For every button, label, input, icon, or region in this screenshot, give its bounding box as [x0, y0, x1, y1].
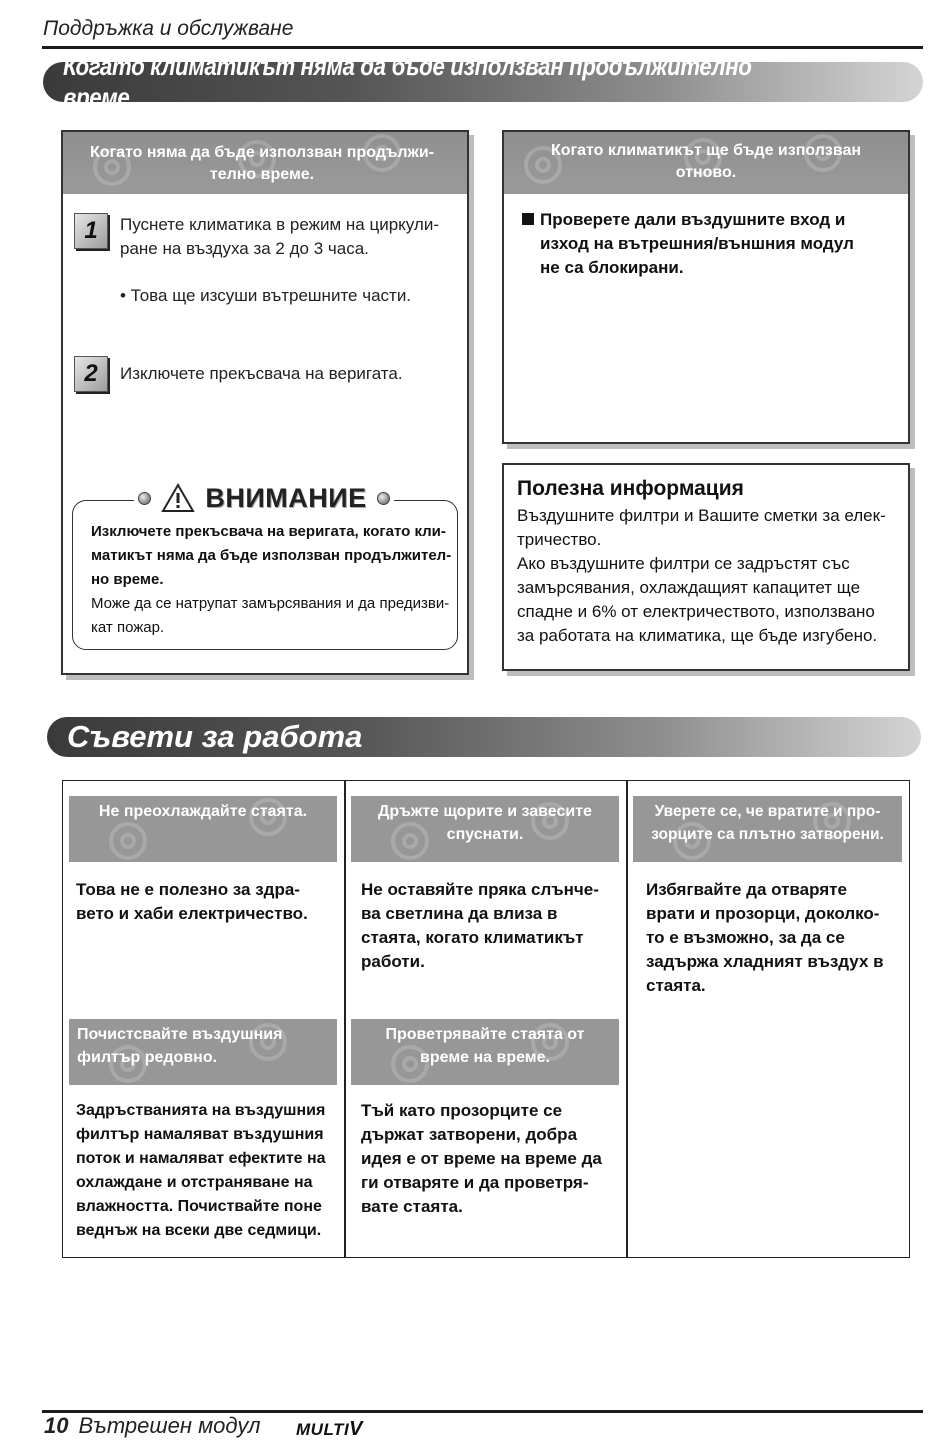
footer-text [44, 1413, 260, 1439]
caution-heading [134, 478, 394, 518]
reuse-box-heading: Когато климатикът ще бъде използван отново. [550, 142, 862, 181]
tip-header-clean-filter: Почистсвайте въздушния филтър редовно. [69, 1019, 337, 1085]
warning-triangle-icon [161, 483, 195, 513]
swirl-decoration-icon [109, 822, 147, 860]
tip-header-doors-windows: Уверете се, че вратите и про- зорците са плътно затворени. [633, 796, 902, 862]
multi-v-logo: MULTIV [296, 1418, 364, 1440]
header-rule [42, 46, 923, 49]
tip-header-blinds: Дръжте щорите и завесите спуснати. [351, 796, 619, 862]
useful-info-text: Въздушните филтри и Вашите сметки за елек- тричество. Ако въздушните филтри се задръстят със замърсявания, охлаждащият капацитет ще спадне и 6% от електричеството, използвано за работата на климатика, ще бъде изгубено. [517, 506, 886, 645]
section-banner-tips [47, 717, 921, 757]
caution-title: ВНИМАНИЕ [205, 482, 367, 513]
step-1-text: Пуснете климатика в режим на циркули- ране на въздуха за 2 до 3 часа. [120, 215, 439, 258]
tip-header-no-overcool: Не преохлаждайте стаята. [69, 796, 337, 862]
tip-text-doors-windows: Избягвайте да отваряте врати и прозорци, доколко- то е възможно, за да се задържа хладният въздух в стаята. [646, 880, 884, 995]
step-2-badge-icon: 2 [74, 356, 108, 392]
tips-column-divider [344, 780, 346, 1258]
step-1-badge-icon: 1 [74, 213, 108, 249]
tip-text-clean-filter: Задръстванията на въздушния филтър намаляват въздушния поток и намаляват ефектите на охлаждане и отстраняване на влажността. Почиствайте поне веднъж на всеки две седмици. [76, 1102, 326, 1239]
caution-text: Изключете прекъсвача на веригата, когато кли- матикът няма да бъде използван продължител- но време. Може да се натрупат замърсявания и да предизви- кат пожар. [91, 523, 452, 636]
tips-column-divider [626, 780, 628, 1258]
section-banner-long-term [43, 51, 923, 112]
tip-text-blinds: Не оставяйте пряка слънче- ва светлина да влиза в стаята, когато климатикът работи. [361, 880, 599, 971]
tip-text-ventilate: Тъй като прозорците се държат затворени, добра идея е от време на време да ги отваряте и да проветря- вате стаята. [361, 1101, 602, 1216]
page-number: 10 [44, 1413, 69, 1438]
reuse-box [502, 130, 910, 444]
reuse-check-text: Проверете дали въздушните вход и изход на вътрешния/външния модул не са блокирани. [522, 208, 902, 280]
section-banner-text: Когато климатикът няма да бъде използван продължително време. [63, 51, 752, 112]
bullet-dot-icon [377, 492, 390, 505]
tip-text-no-overcool: Това не е полезно за здра- вето и хаби електричество. [76, 880, 308, 923]
bullet-dot-icon [138, 492, 151, 505]
reuse-box-header [504, 132, 908, 194]
useful-info-title: Полезна информация [517, 477, 744, 500]
step-1-note: • Това ще изсуши вътрешните части. [120, 286, 412, 305]
step-2-text: Изключете прекъсвача на веригата. [120, 364, 403, 383]
tip-header-ventilate: Проветрявайте стаята от време на време. [351, 1019, 619, 1085]
page-header-title: Поддръжка и обслужване [43, 17, 294, 40]
not-in-use-box-header [63, 132, 467, 194]
square-bullet-icon [522, 213, 534, 225]
footer-label: Вътрешен модул [78, 1413, 261, 1438]
not-in-use-box-heading: Когато няма да бъде използван продължи- телно време. [89, 144, 435, 183]
section-banner-text: Съвети за работа [67, 719, 363, 754]
